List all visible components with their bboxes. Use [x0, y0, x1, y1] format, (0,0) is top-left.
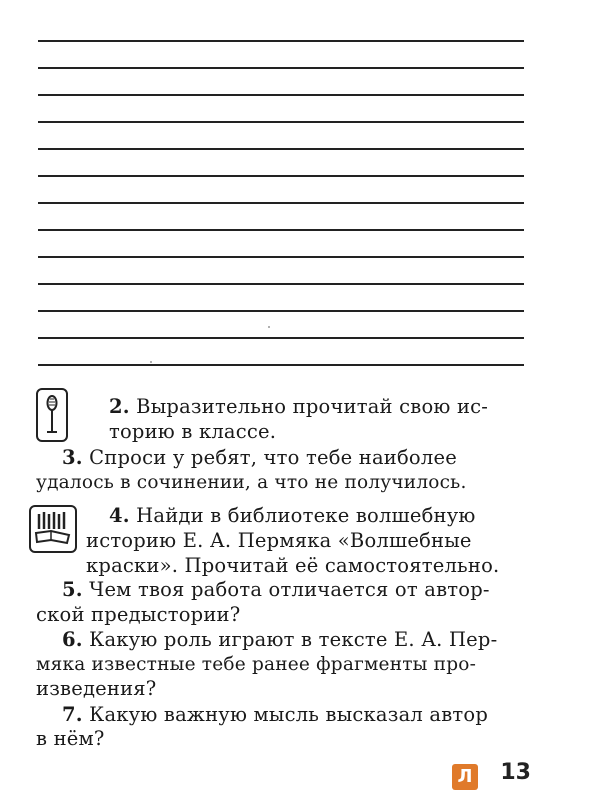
task-line — [36, 603, 240, 627]
task-line — [86, 529, 472, 553]
task-text: Чем твоя работа отличается от автор- — [89, 578, 490, 601]
task-text: историю Е. А. Пермяка «Волшебные — [86, 529, 472, 552]
writing-line — [38, 337, 524, 339]
task-number: 5. — [62, 578, 83, 601]
writing-line — [38, 94, 524, 96]
writing-line — [38, 175, 524, 177]
task-number: 4. — [109, 504, 130, 527]
task-text: Спроси у ребят, что тебе наиболее — [89, 446, 457, 469]
task-number: 2. — [109, 395, 130, 418]
task-text: Какую роль играют в тексте Е. А. Пер- — [89, 628, 498, 651]
task-text: Какую важную мысль высказал автор — [89, 703, 489, 726]
task-line — [36, 677, 156, 701]
writing-line — [38, 310, 524, 312]
print-speck — [268, 326, 270, 328]
writing-line — [38, 67, 524, 69]
page-number: 13 — [500, 760, 531, 785]
task-text: Найди в библиотеке волшебную — [136, 504, 476, 527]
writing-line — [38, 202, 524, 204]
task-line — [62, 446, 457, 470]
writing-line — [38, 121, 524, 123]
task-line — [109, 420, 276, 444]
task-text: изведения? — [36, 677, 157, 700]
writing-line — [38, 229, 524, 231]
task-text: краски». Прочитай её самостоятельно. — [86, 554, 500, 577]
task-text: ской предыстории? — [36, 603, 241, 626]
task-line — [109, 395, 488, 419]
task-text: мяка известные тебе ранее фрагменты про- — [36, 654, 477, 675]
watermark-logo: Л — [452, 764, 478, 790]
task-number: 6. — [62, 628, 83, 651]
writing-lines — [38, 0, 524, 380]
task-line — [62, 578, 490, 602]
writing-line — [38, 148, 524, 150]
task-number: 3. — [62, 446, 83, 469]
microphone-icon — [36, 388, 68, 442]
task-number: 7. — [62, 703, 83, 726]
task-text: торию в классе. — [109, 420, 277, 443]
task-line — [36, 653, 476, 677]
task-line — [36, 471, 467, 495]
task-line — [62, 703, 488, 727]
task-line — [36, 727, 105, 751]
print-speck — [150, 361, 152, 363]
task-text: в нём? — [36, 727, 105, 750]
writing-line — [38, 364, 524, 366]
book-icon — [29, 505, 77, 553]
writing-line — [38, 256, 524, 258]
task-line — [109, 504, 476, 528]
writing-line — [38, 40, 524, 42]
task-line — [62, 628, 497, 652]
task-line — [86, 554, 499, 578]
writing-line — [38, 283, 524, 285]
task-text: удалось в сочинении, а что не получилось. — [36, 472, 467, 493]
task-text: Выразительно прочитай свою ис- — [136, 395, 489, 418]
